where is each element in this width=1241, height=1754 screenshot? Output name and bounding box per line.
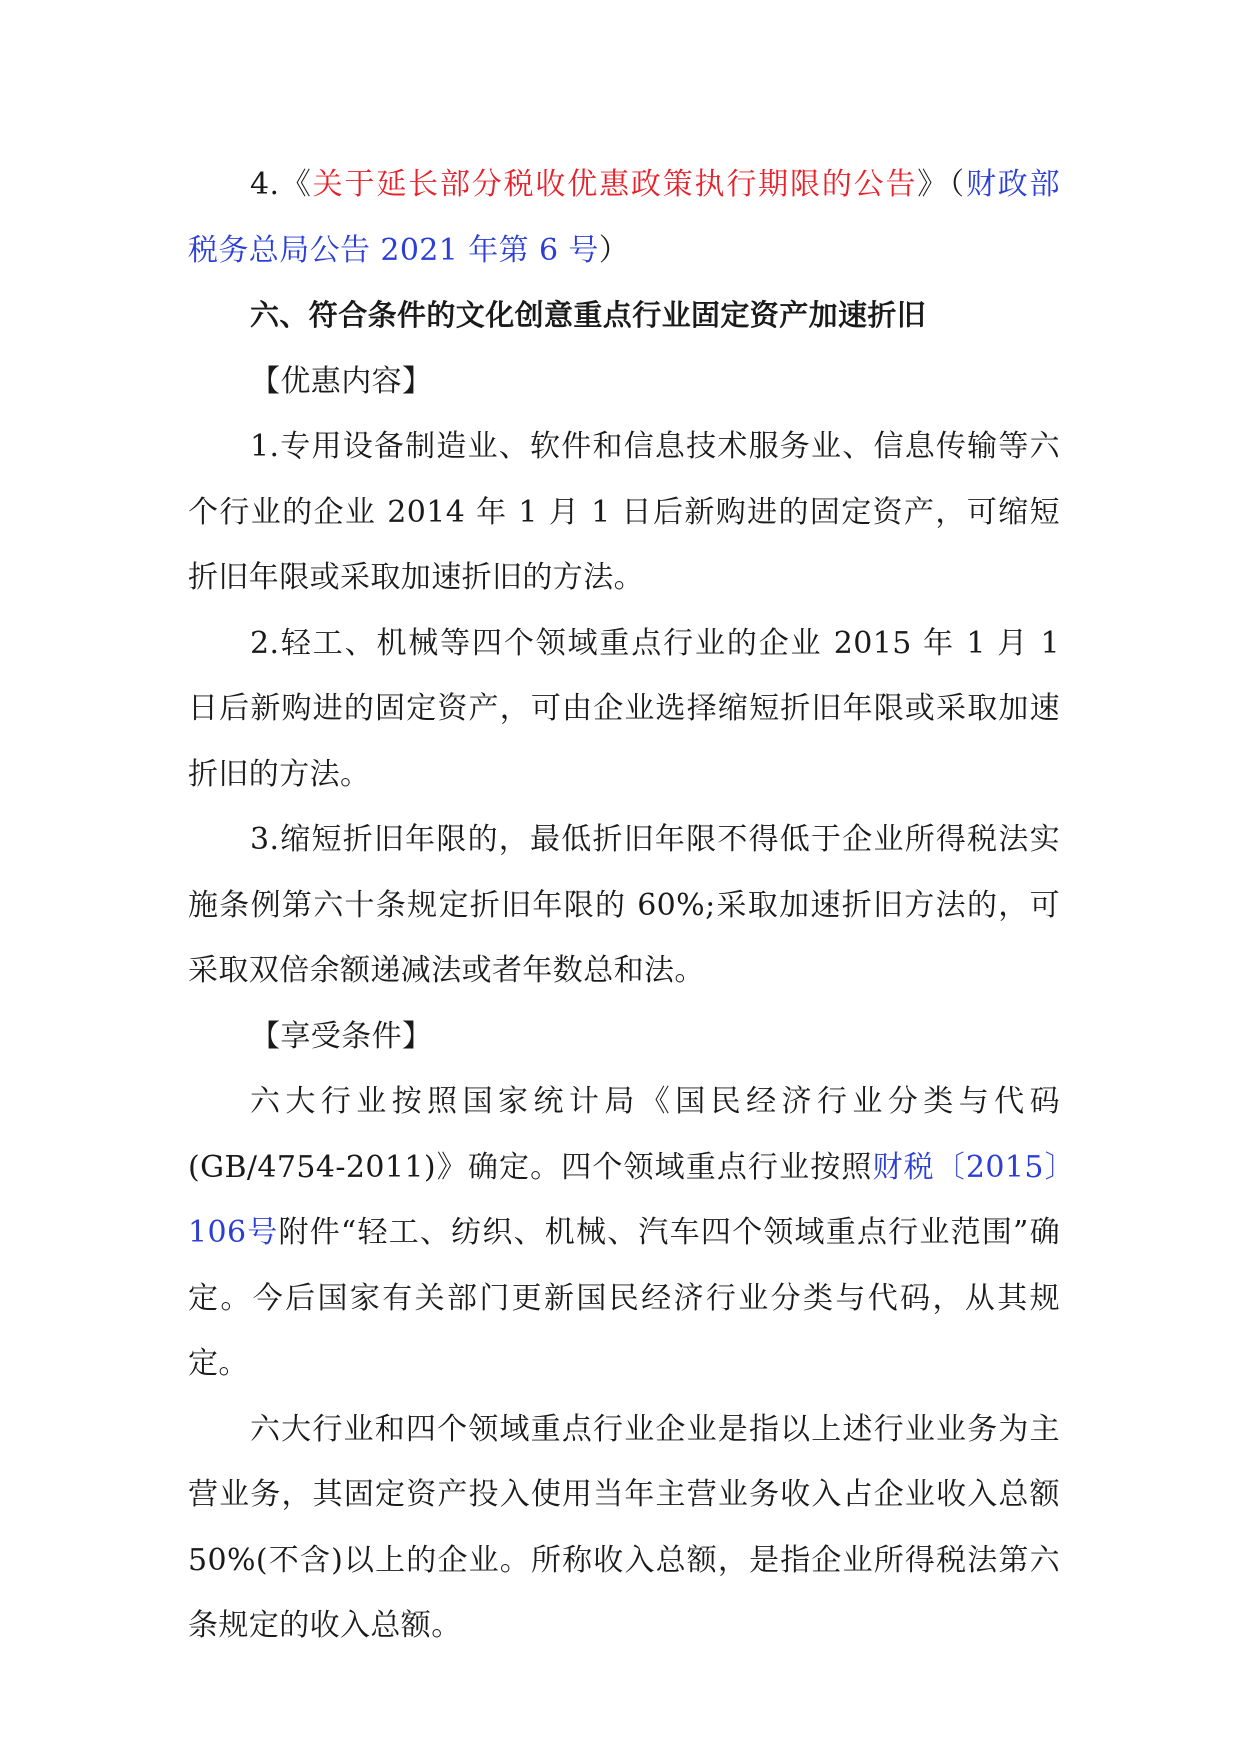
condition-paragraph-1 [188,1069,1060,1397]
announcement-number-link[interactable]: 财政部 税务总局公告 2021 年第 6 号 [188,167,1060,268]
benefit-label: 【优惠内容】 [250,363,433,399]
condition-text-part1: 六大行业按照国家统计局《国民经济行业分类与代码(GB/4754-2011)》确定。四个领域重点行业按照 [188,1084,1060,1185]
benefit-item-1: 1.专用设备制造业、软件和信息技术服务业、信息传输等六个行业的企业 2014 年 1 月 1 日后新购进的固定资产，可缩短折旧年限或采取加速折旧的方法。 [188,429,1060,595]
tax-document-link[interactable]: 财税〔2015〕106号 [188,1149,1060,1250]
document-body [188,152,1060,1659]
condition-paragraph-2: 六大行业和四个领域重点行业企业是指以上述行业业务为主营业务，其固定资产投入使用当年主营业务收入占企业收入总额 50%(不含)以上的企业。所称收入总额，是指企业所得税法第六条规定的收入总额。 [188,1411,1060,1643]
reference-prefix: 4.《 [250,167,313,202]
reference-middle: 》（ [917,167,966,202]
condition-text-part2: 附件“轻工、纺织、机械、汽车四个领域重点行业范围”确定。今后国家有关部门更新国民经济行业分类与代码，从其规定。 [188,1215,1060,1381]
policy-title-link[interactable]: 关于延长部分税收优惠政策执行期限的公告 [312,167,918,202]
reference-suffix: ） [598,232,630,268]
condition-label: 【享受条件】 [250,1018,433,1054]
section-heading: 六、符合条件的文化创意重点行业固定资产加速折旧 [250,298,927,332]
benefit-item-3: 3.缩短折旧年限的，最低折旧年限不得低于企业所得税法实施条例第六十条规定折旧年限的 60%;采取加速折旧方法的，可采取双倍余额递减法或者年数总和法。 [188,822,1060,988]
reference-item-4 [188,152,1060,283]
benefit-item-2: 2.轻工、机械等四个领域重点行业的企业 2015 年 1 月 1 日后新购进的固定资产，可由企业选择缩短折旧年限或采取加速折旧的方法。 [188,625,1060,792]
